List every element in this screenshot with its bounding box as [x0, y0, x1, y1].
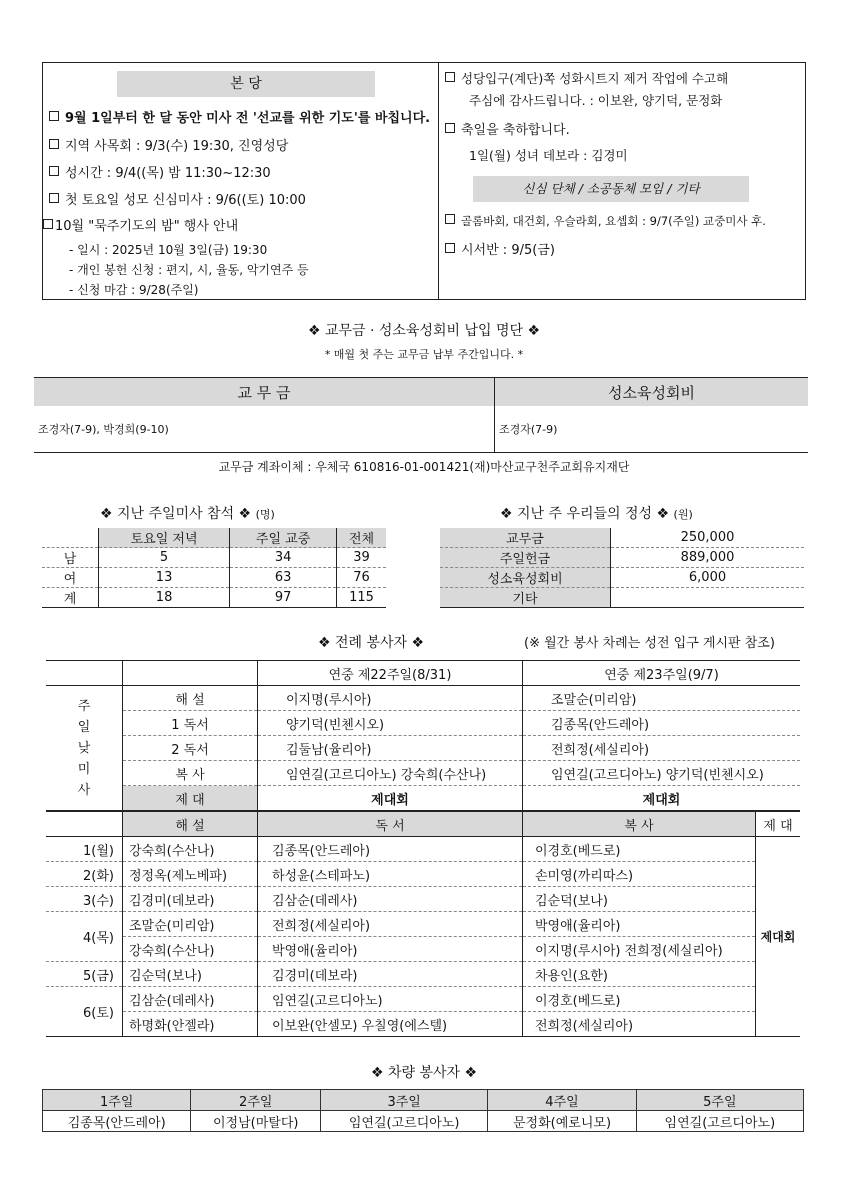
notice-item: 지역 사목회 : 9/3(수) 19:30, 진영성당 [49, 135, 288, 154]
table-row: 남 5 34 39 [42, 548, 386, 568]
vehicle-header: 4주일 [488, 1090, 636, 1111]
notice-box [42, 62, 806, 300]
table-row: 강숙희(수산나) 박영애(율리아) 이지명(루시아) 전희정(세실리아) [46, 937, 800, 962]
checkbox-icon [49, 166, 59, 176]
role-label: 2 독서 [123, 736, 258, 761]
notice-item: 성당입구(계단)쪽 성화시트지 제거 작업에 수고해 [445, 69, 728, 87]
notice-item: 첫 토요일 성모 신심미사 : 9/6((토) 10:00 [49, 189, 306, 208]
table-row: 계 18 97 115 [42, 588, 386, 608]
service-title: ❖ 전례 봉사자 ❖ [318, 635, 425, 651]
notice-item-cont: 주심에 감사드립니다. : 이보완, 양기덕, 문정화 [469, 93, 723, 108]
money-value: 조경자(7-9) [495, 406, 809, 453]
attendance-header [42, 528, 99, 548]
altar-cell: 제대회 [756, 837, 801, 1037]
attendance-title: ❖ 지난 주일미사 참석 ❖ (명) [100, 506, 275, 522]
weekday-header: 해 설 [123, 812, 258, 837]
table-row: 기타 [440, 588, 804, 608]
attendance-header: 전체 [337, 528, 386, 548]
money-header: 성소육성회비 [495, 378, 809, 407]
weekday-header: 복 사 [523, 812, 756, 837]
sunday-mass-label: 주일낮미사 [46, 686, 123, 812]
week-header: 연중 제23주일(9/7) [523, 661, 801, 686]
checkbox-icon [43, 219, 53, 229]
checkbox-icon [445, 123, 455, 133]
notice-item: 10월 "묵주기도의 밤" 행사 안내 [43, 215, 238, 234]
money-note: * 매월 첫 주는 교무금 납부 주간입니다. * [324, 348, 524, 361]
vehicle-header: 5주일 [636, 1090, 803, 1111]
week-header: 연중 제22주일(8/31) [258, 661, 523, 686]
account-info: 교무금 계좌이체 : 우체국 610816-01-001421(재)마산교구천주교회유지재단 [218, 460, 630, 474]
table-row: 성소육성회비 6,000 [440, 568, 804, 588]
money-title: ❖ 교무금 · 성소육성회비 납입 명단 ❖ [307, 323, 541, 339]
table-row: 1(월) 강숙희(수산나) 김종목(안드레아) 이경호(베드로) 제대회 [46, 837, 800, 862]
table-row: 2(화) 정정옥(제노베파) 하성윤(스테파노) 손미영(까리따스) [46, 862, 800, 887]
checkbox-icon [445, 72, 455, 82]
notice-divider [438, 63, 439, 299]
attendance-header: 토요일 저녁 [99, 528, 230, 548]
role-label: 제 대 [123, 786, 258, 812]
notice-item: 시서반 : 9/5(금) [445, 239, 555, 258]
offering-table [440, 528, 804, 608]
table-row: 주일헌금 889,000 [440, 548, 804, 568]
notice-subitem: - 개인 봉헌 신청 : 편지, 시, 율동, 악기연주 등 [69, 263, 309, 277]
table-row: 3(수) 김경미(데보라) 김삼순(데레사) 김순덕(보나) [46, 887, 800, 912]
role-label: 복 사 [123, 761, 258, 786]
checkbox-icon [445, 214, 455, 224]
attendance-header: 주일 교중 [230, 528, 337, 548]
role-label: 해 설 [123, 686, 258, 711]
table-row: 6(토) 김삼순(데레사) 임연길(고르디아노) 이경호(베드로) [46, 987, 800, 1012]
weekday-header: 제 대 [756, 812, 801, 837]
vehicle-title: ❖ 차량 봉사자 ❖ [370, 1065, 478, 1081]
vehicle-header: 3주일 [321, 1090, 488, 1111]
notice-item: 골롬바회, 대건회, 우슬라회, 요셉회 : 9/7(주일) 교중미사 후. [445, 213, 766, 229]
checkbox-icon [49, 193, 59, 203]
notice-item: 성시간 : 9/4((목) 밤 11:30~12:30 [49, 162, 271, 181]
checkbox-icon [49, 139, 59, 149]
weekday-service-table [46, 812, 800, 1037]
vehicle-table [42, 1089, 804, 1132]
attendance-table [42, 528, 386, 608]
table-row: 5(금) 김순덕(보나) 김경미(데보라) 차용인(요한) [46, 962, 800, 987]
notice-subitem: - 일시 : 2025년 10월 3일(금) 19:30 [69, 243, 268, 257]
table-row: 4(목) 조말순(미리암) 전희정(세실리아) 박영애(율리아) [46, 912, 800, 937]
money-value: 조경자(7-9), 박경희(9-10) [34, 406, 495, 453]
table-row: 여 13 63 76 [42, 568, 386, 588]
service-note: (※ 월간 봉사 차례는 성전 입구 게시판 참조) [524, 636, 775, 651]
role-label: 1 독서 [123, 711, 258, 736]
notice-right-banner: 신심 단체 / 소공동체 모임 / 기타 [473, 176, 749, 202]
weekday-header: 독 서 [258, 812, 523, 837]
notice-item: 축일을 축하합니다. [445, 119, 570, 138]
checkbox-icon [445, 243, 455, 253]
table-row: 김종목(안드레아) 이정남(마탈다) 임연길(고르디아노) 문정화(예로니모) 임연길(고르디아노) [43, 1111, 804, 1132]
money-table [34, 377, 808, 453]
notice-left-banner: 본 당 [117, 71, 375, 97]
table-row: 교무금 250,000 [440, 528, 804, 548]
money-header: 교 무 금 [34, 378, 495, 407]
table-row: 하명화(안젤라) 이보완(안셀모) 우칠영(에스텔) 전희정(세실리아) [46, 1012, 800, 1037]
notice-subitem: - 신청 마감 : 9/28(주일) [69, 283, 199, 297]
checkbox-icon [49, 111, 59, 121]
offering-title: ❖ 지난 주 우리들의 정성 ❖ (원) [500, 506, 693, 522]
notice-item-detail: 1일(월) 성녀 데보라 : 김경미 [469, 148, 628, 163]
sunday-service-table: 연중 제22주일(8/31) 연중 제23주일(9/7) 주일낮미사 해 설 이지명(루시아) 조말순(미리암) 1 독서 양기덕(빈첸시오) 김종목(안드레아) 2 독서 김둘남(율리아) 전희정(세실리아) 복 사 임연길(고르디아노) 강숙희(수산나) 임연길(고르디아노) 양기덕(빈첸시오) 제 대 제대회 제대회 [46, 660, 800, 812]
vehicle-header: 1주일 [43, 1090, 191, 1111]
vehicle-header: 2주일 [191, 1090, 321, 1111]
notice-item: 9월 1일부터 한 달 동안 미사 전 '선교를 위한 기도'를 바칩니다. [49, 107, 430, 126]
